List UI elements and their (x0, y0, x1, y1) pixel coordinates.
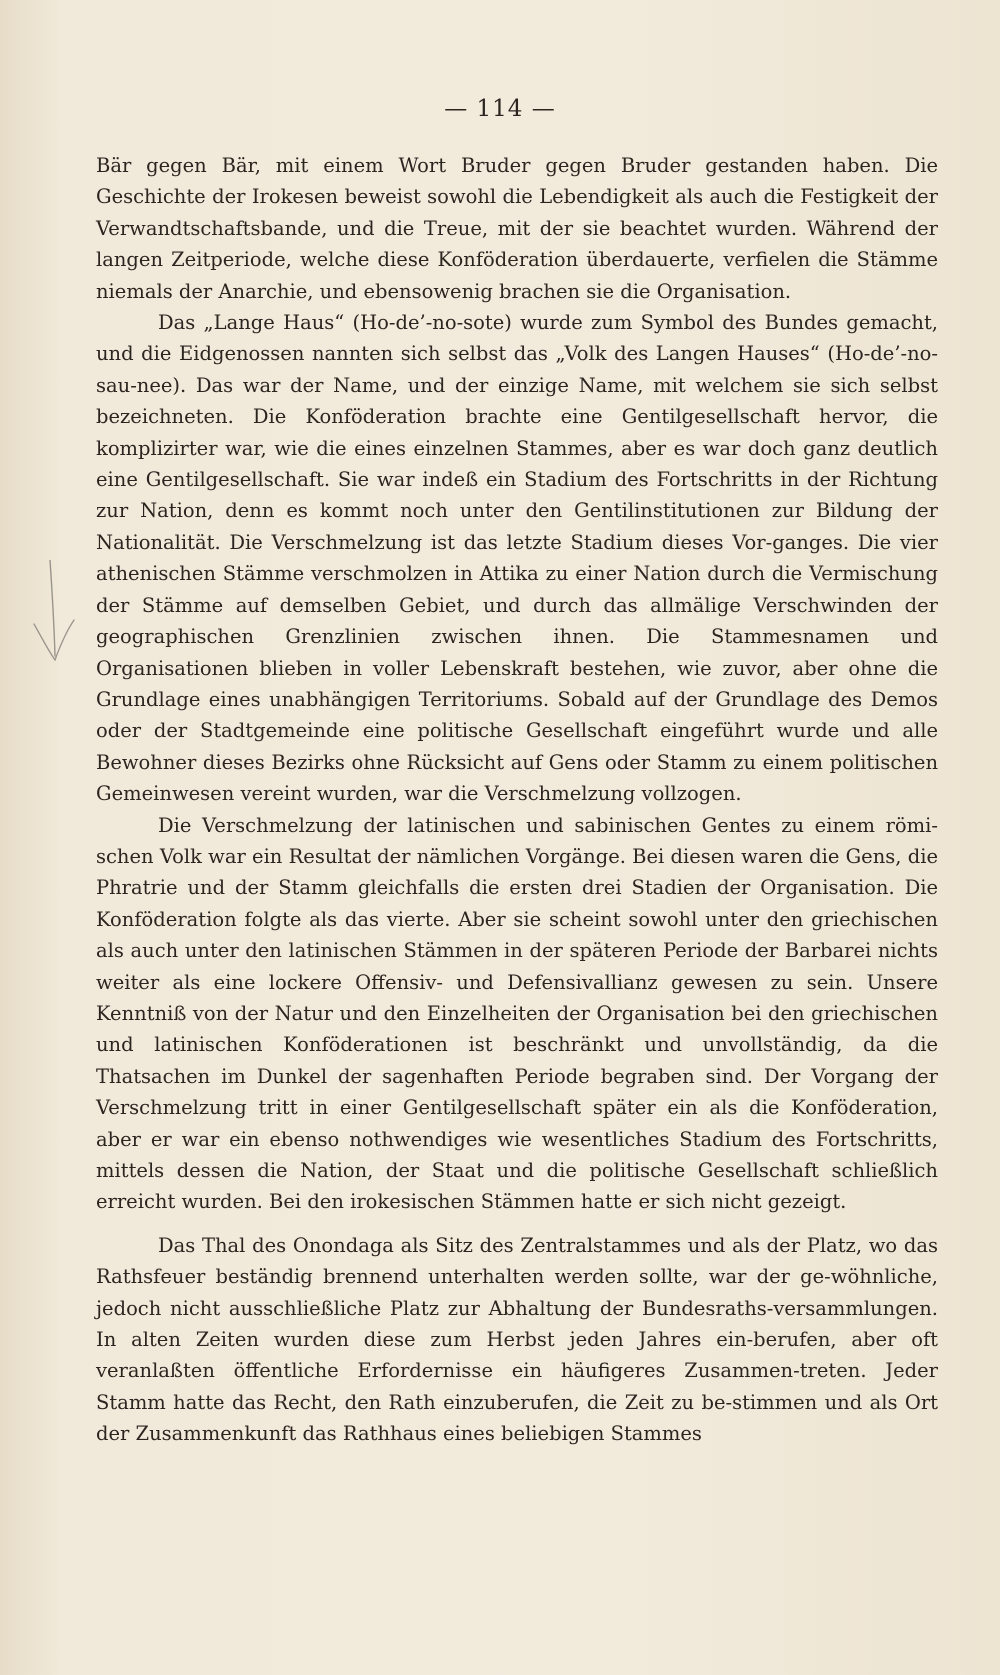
page-number: — 114 — (444, 96, 556, 122)
pencil-arrow-mark (28, 560, 78, 670)
paragraph-3: Die Verschmelzung der latinischen und sabinischen Gentes zu einem römi-schen Volk war ein Resultat der nämlichen Vorgänge. Bei diesen waren die Gens, die Phratrie und der Stamm gleichfalls die ersten drei Stadien der Organisation. Die Konföderation folgte als das vierte. Aber sie scheint sowohl unter den griechischen als auch unter den latinischen Stämmen in der späteren Periode der Barbarei nichts weiter als eine lockere Offensiv- und Defensivallianz gewesen zu sein. Unsere Kenntniß von der Natur und den Einzelheiten der Organisation bei den griechischen und latinischen Konföderationen ist beschränkt und unvollständig, da die Thatsachen im Dunkel der sagenhaften Periode begraben sind. Der Vorgang der Verschmelzung tritt in einer Gentilgesellschaft später ein als die Konföderation, aber er war ein ebenso nothwendiges wie wesentliches Stadium des Fortschritts, mittels dessen die Nation, der Staat und die politische Gesellschaft schließlich erreicht wurden. Bei den irokesischen Stämmen hatte er sich nicht gezeigt. (96, 813, 938, 1214)
paragraph-4: Das Thal des Onondaga als Sitz des Zentralstammes und als der Platz, wo das Rathsfeuer beständig brennend unterhalten werden sollte, war der ge-wöhnliche, jedoch nicht ausschließliche Platz zur Abhaltung der Bundesraths-versammlungen. In alten Zeiten wurden diese zum Herbst jeden Jahres ein-berufen, aber oft veranlaßten öffentliche Erfordernisse ein häufigeres Zusammen-treten. Jeder Stamm hatte das Recht, den Rath einzuberufen, die Zeit zu be-stimmen und als Ort der Zusammenkunft das Rathhaus eines beliebigen Stammes (96, 1233, 938, 1446)
body-text (96, 150, 938, 1450)
paragraph-2: Das „Lange Haus“ (Ho-de’-no-sote) wurde zum Symbol des Bundes gemacht, und die Eidgenossen nannten sich selbst das „Volk des Langen Hauses“ (Ho-de’-no-sau-nee). Das war der Name, und der einzige Name, mit welchem sie sich selbst bezeichneten. Die Konföderation brachte eine Gentilgesellschaft hervor, die komplizirter war, wie die eines einzelnen Stammes, aber es war doch ganz deutlich eine Gentilgesellschaft. Sie war indeß ein Stadium des Fortschritts in der Richtung zur Nation, denn es kommt noch unter den Gentilinstitutionen zur Bildung der Nationalität. Die Verschmelzung ist das letzte Stadium dieses Vor-ganges. Die vier athenischen Stämme verschmolzen in Attika zu einer Nation durch die Vermischung der Stämme auf demselben Gebiet, und durch das allmälige Verschwinden der geographischen Grenzlinien zwischen ihnen. Die Stammesnamen und Organisationen blieben in voller Lebenskraft bestehen, wie zuvor, aber ohne die Grundlage eines unabhängigen Territoriums. Sobald auf der Grundlage des Demos oder der Stadtgemeinde eine politische Gesellschaft eingeführt wurde und alle Bewohner dieses Bezirks ohne Rücksicht auf Gens oder Stamm zu einem politischen Gemeinwesen vereint wurden, war die Verschmelzung vollzogen. (96, 311, 938, 806)
paragraph-1: Bär gegen Bär, mit einem Wort Bruder gegen Bruder gestanden haben. Die Geschichte der Irokesen beweist sowohl die Lebendigkeit als auch die Festigkeit der Verwandtschaftsbande, und die Treue, mit der sie beachtet wurden. Während der langen Zeitperiode, welche diese Konföderation überdauerte, verfielen die Stämme niemals der Anarchie, und ebensowenig brachen sie die Organisation. (96, 154, 938, 303)
